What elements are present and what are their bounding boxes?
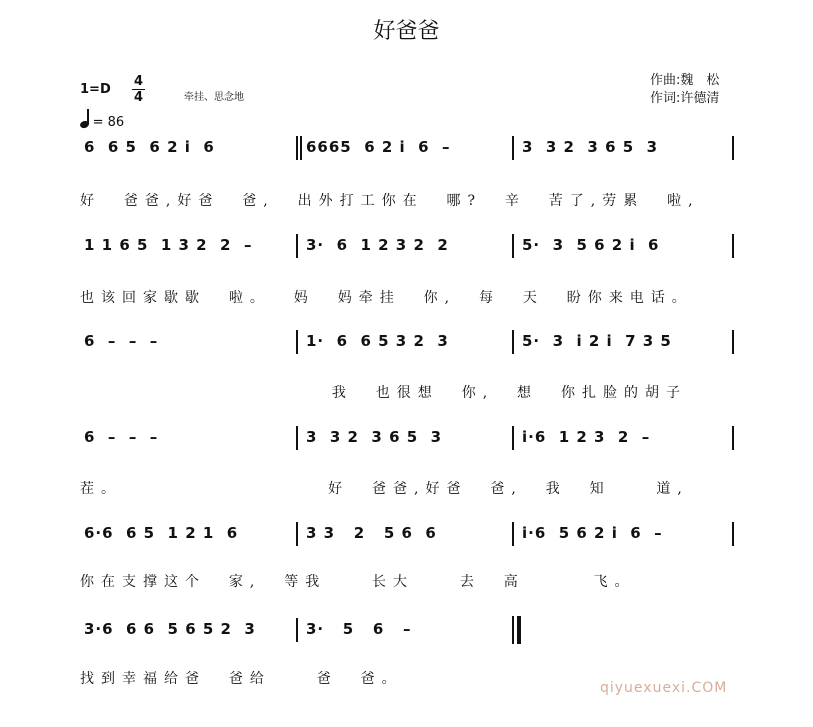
barline: [296, 522, 298, 546]
tempo-mark: [80, 109, 124, 130]
watermark: qiyuexuexi.COM: [600, 680, 728, 696]
measure: 3·6 6 6 5 6 5 2 3: [84, 620, 256, 638]
time-signature: [132, 74, 145, 105]
barline: [732, 136, 734, 160]
lyricist-credit: 作词:许德清: [650, 91, 720, 106]
time-signature-top: 4: [133, 74, 144, 89]
measure: i·6 1 2 3 2 –: [522, 428, 651, 446]
quarter-note-icon: [79, 120, 90, 130]
page-title: 好爸爸: [373, 19, 440, 44]
lyric-line-4: 茬。 好 爸爸,好爸 爸, 我 知 道,: [80, 481, 689, 497]
score-row-3: [80, 332, 740, 360]
time-signature-bottom: 4: [133, 90, 144, 105]
score-row-1: [80, 138, 740, 166]
barline: [512, 136, 514, 160]
measure: 6 – – –: [84, 428, 159, 446]
lyric-line-5: 你在支撑这个 家, 等我 长大 去 高 飞。: [80, 574, 636, 590]
measure: 6·6 6 5 1 2 1 6: [84, 524, 239, 542]
barline: [732, 330, 734, 354]
lyric-line-6: 找到幸福给爸 爸给 爸 爸。: [80, 671, 403, 687]
measure: 5· 3 5 6 2 i 6: [522, 236, 660, 254]
measure: 6665 6 2 i 6 –: [306, 138, 451, 156]
measure: 1· 6 6 5 3 2 3: [306, 332, 449, 350]
measure: 1 1 6 5 1 3 2 2 –: [84, 236, 253, 254]
barline: [512, 426, 514, 450]
barline: [732, 234, 734, 258]
measure: 5· 3 i 2 i 7 3 5: [522, 332, 672, 350]
score-row-2: [80, 236, 740, 264]
measure: 3 3 2 3 6 5 3: [522, 138, 659, 156]
barline: [296, 136, 298, 160]
score-row-4: [80, 428, 740, 456]
measure: i·6 5 6 2 i 6 –: [522, 524, 663, 542]
measure: 3 3 2 5 6 6: [306, 524, 437, 542]
credits: [650, 72, 719, 108]
key-signature: 1=D: [80, 82, 111, 97]
measure: 3 3 2 3 6 5 3: [306, 428, 443, 446]
barline: [512, 234, 514, 258]
barline: [296, 426, 298, 450]
score-row-6: [80, 620, 740, 648]
measure: 3· 6 1 2 3 2 2: [306, 236, 449, 254]
composer-credit: 作曲:魏 松: [650, 73, 720, 88]
lyric-line-2: 也该回家歇歇 啦。 妈 妈牵挂 你, 每 天 盼你来电话。: [80, 290, 693, 306]
lyric-line-1: 好 爸爸,好爸 爸, 出外打工你在 哪? 辛 苦了,劳累 啦,: [80, 193, 700, 209]
final-barline-thin: [512, 616, 514, 644]
barline: [732, 522, 734, 546]
final-barline-thick: [517, 616, 521, 644]
barline: [732, 426, 734, 450]
barline: [296, 330, 298, 354]
tempo-value: = 86: [92, 115, 125, 130]
measure: 3· 5 6 –: [306, 620, 412, 638]
barline: [296, 618, 298, 642]
measure: 6 6 5 6 2 i 6: [84, 138, 215, 156]
barline: [512, 522, 514, 546]
expression-mark: 牵挂、思念地: [184, 92, 244, 103]
barline: [512, 330, 514, 354]
barline: [300, 136, 302, 160]
barline: [296, 234, 298, 258]
lyric-line-3: 我 也很想 你, 想 你扎脸的胡子: [80, 385, 687, 401]
measure: 6 – – –: [84, 332, 159, 350]
score-row-5: [80, 524, 740, 552]
